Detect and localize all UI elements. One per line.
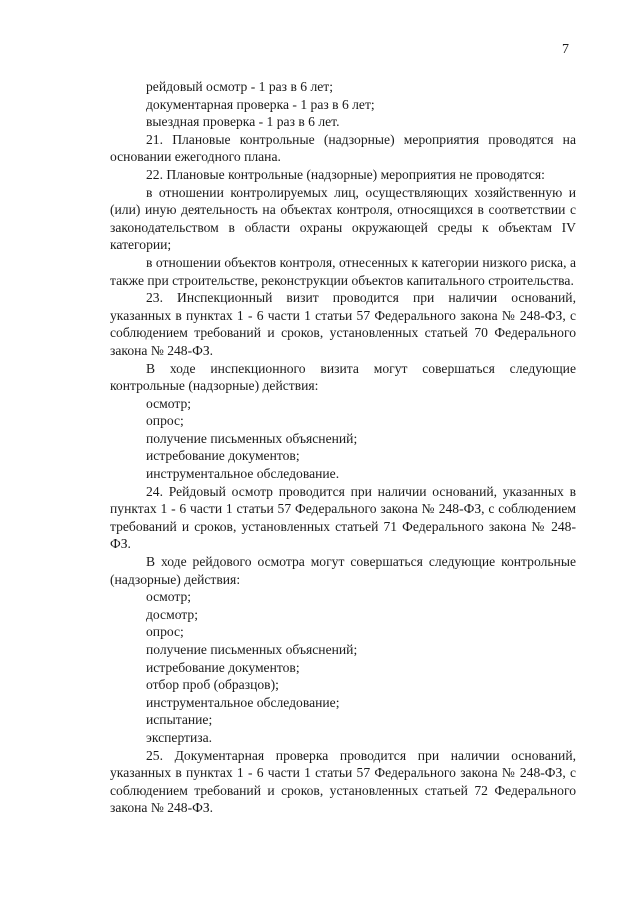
list-item: получение письменных объяснений; [146,430,358,446]
list-item: опрос; [146,624,184,640]
page-number: 7 [562,42,569,57]
list-item: экспертиза. [146,729,213,745]
list-item: инструментальное обследование; [146,694,340,710]
paragraph: рейдовый осмотр - 1 раз в 6 лет; [146,79,334,94]
list-item: истребование документов; [146,659,300,675]
document-body [110,78,576,817]
list-item: досмотр; [146,606,198,622]
list-item: отбор проб (образцов); [146,677,279,693]
paragraph: 22. Плановые контрольные (надзорные) мероприятия не проводятся: [146,166,545,182]
list-item: опрос; [146,413,184,429]
list-item: испытание; [146,712,213,728]
paragraph: 24. Рейдовый осмотр проводится при наличии оснований, указанных в пунктах 1 - 6 части 1 статьи 57 Федерального закона № 248-ФЗ, с соблюдением требований и сроков, установленных статьей 71 Федерального закона № 248-ФЗ. [110,483,576,552]
paragraph: 25. Документарная проверка проводится при наличии оснований, указанных в пунктах 1 - 6 части 1 статьи 57 Федерального закона № 248-ФЗ, с соблюдением требований и сроков, установленных статьей 72 Федерального закона № 248-ФЗ. [110,747,576,816]
list-item: осмотр; [146,589,192,605]
paragraph: выездная проверка - 1 раз в 6 лет. [146,114,340,130]
list-item: истребование документов; [146,448,300,464]
paragraph: 23. Инспекционный визит проводится при наличии оснований, указанных в пунктах 1 - 6 части 1 статьи 57 Федерального закона № 248-ФЗ, с соблюдением требований и сроков, установленных статьей 70 Федерального закона № 248-ФЗ. [110,290,576,358]
paragraph: В ходе рейдового осмотра могут совершаться следующие контрольные (надзорные) действия: [110,554,576,587]
paragraph: в отношении контролируемых лиц, осуществляющих хозяйственную и (или) иную деятельность на объектах контроля, относящихся в соответствии с законодательством в области охраны окружающей среды к объектам IV категории; [110,184,576,253]
paragraph: документарная проверка - 1 раз в 6 лет; [146,96,375,112]
list-item: получение письменных объяснений; [146,642,358,657]
paragraph: 21. Плановые контрольные (надзорные) мероприятия проводятся на основании ежегодного плана. [110,131,576,165]
paragraph: в отношении объектов контроля, отнесенных к категории низкого риска, а также при строительстве, реконструкции объектов капитального строительства. [110,254,576,288]
list-item: осмотр; [146,395,192,411]
paragraph: В ходе инспекционного визита могут совершаться следующие контрольные (надзорные) действия: [110,360,576,394]
list-item: инструментальное обследование. [146,466,340,482]
